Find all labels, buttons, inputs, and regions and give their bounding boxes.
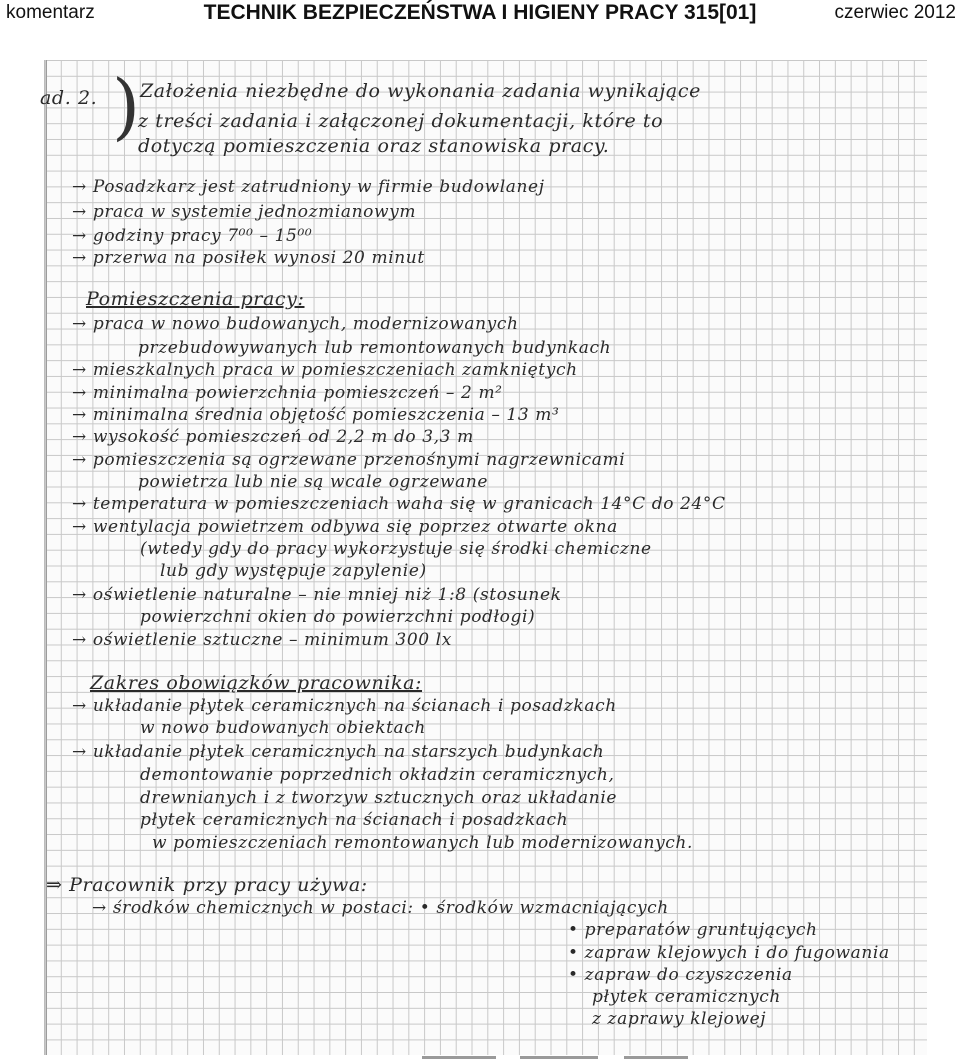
assumption-3: → godziny pracy 7⁰⁰ – 15⁰⁰ <box>72 226 313 246</box>
tools-item-4: • zapraw do czyszczenia <box>568 965 793 985</box>
workplace-item-5: → wysokość pomieszczeń od 2,2 m do 3,3 m <box>72 427 474 447</box>
workplace-item-6: → pomieszczenia są ogrzewane przenośnymi nagrzewnicami <box>72 450 626 470</box>
duty-item-3-cont-2: płytek ceramicznych na ścianach i posadzkach <box>140 810 569 830</box>
workplace-item-2: → mieszkalnych praca w pomieszczeniach zamkniętych <box>72 360 578 380</box>
tools-item-2: • preparatów gruntujących <box>568 920 818 940</box>
workplace-item-9: → oświetlenie naturalne – nie mniej niż 1:8 (stosunek <box>72 585 562 605</box>
sheet-margin-line <box>46 60 47 1055</box>
workplace-item-10: → oświetlenie sztuczne – minimum 300 lx <box>72 630 452 650</box>
workplace-item-9-cont: powierzchni okien do powierzchni podłogi) <box>140 607 536 627</box>
assumption-4: → przerwa na posiłek wynosi 20 minut <box>72 248 425 268</box>
workplace-item-1-cont: przebudowywanych lub remontowanych budynkach <box>138 338 612 358</box>
footer-divider-2 <box>520 1056 598 1059</box>
workplace-item-3: → minimalna powierzchnia pomieszczeń – 2 m² <box>72 383 503 403</box>
duty-item-3-cont-3: w pomieszczeniach remontowanych lub modernizowanych. <box>152 833 693 853</box>
workplace-item-8: → wentylacja powietrzem odbywa się poprzez otwarte okna <box>72 517 618 537</box>
footer-divider-1 <box>422 1056 496 1059</box>
tools-item-1: → środków chemicznych w postaci: • środków wzmacniających <box>92 898 669 918</box>
workplace-item-1: → praca w nowo budowanych, modernizowanych <box>72 314 519 334</box>
workplace-item-8-cont-2: lub gdy występuje zapylenie) <box>160 561 427 581</box>
header-left-label: komentarz <box>6 2 95 23</box>
page-header <box>0 0 960 30</box>
duty-item-3-cont-1: drewnianych i z tworzyw sztucznych oraz układanie <box>140 788 618 808</box>
assumption-1: → Posadzkarz jest zatrudniony w firmie budowlanej <box>72 177 545 197</box>
intro-line-2: z treści zadania i załączonej dokumentacji, które to <box>138 110 664 132</box>
curly-brace: ) <box>112 64 141 148</box>
header-title: TECHNIK BEZPIECZEŃSTWA I HIGIENY PRACY 315[01] <box>203 1 757 24</box>
workplace-item-4: → minimalna średnia objętość pomieszczenia – 13 m³ <box>72 405 560 425</box>
tools-heading: ⇒ Pracownik przy pracy używa: <box>46 874 368 896</box>
workplace-heading: Pomieszczenia pracy: <box>86 288 305 310</box>
duty-item-2: → układanie płytek ceramicznych na starszych budynkach <box>72 742 605 762</box>
duty-item-3: demontowanie poprzednich okładzin ceramicznych, <box>140 765 615 785</box>
intro-line-3: dotyczą pomieszczenia oraz stanowiska pracy. <box>138 135 610 157</box>
section-number: ad. 2. <box>40 87 98 109</box>
assumption-2: → praca w systemie jednozmianowym <box>72 202 417 222</box>
workplace-item-6-cont: powietrza lub nie są wcale ogrzewane <box>138 472 489 492</box>
workplace-item-7: → temperatura w pomieszczeniach waha się w granicach 14°C do 24°C <box>72 494 726 514</box>
header-date: czerwiec 2012 <box>834 2 956 23</box>
tools-item-4-cont-1: płytek ceramicznych <box>592 987 781 1007</box>
tools-item-4-cont-2: z zaprawy klejowej <box>592 1009 767 1029</box>
duty-item-1-cont: w nowo budowanych obiektach <box>140 718 426 738</box>
duty-item-1: → układanie płytek ceramicznych na ścianach i posadzkach <box>72 696 617 716</box>
intro-line-1: Założenia niezbędne do wykonania zadania wynikające <box>140 80 701 102</box>
duties-heading: Zakres obowiązków pracownika: <box>90 672 423 694</box>
workplace-item-8-cont-1: (wtedy gdy do pracy wykorzystuje się środki chemiczne <box>140 539 652 559</box>
tools-item-3: • zapraw klejowych i do fugowania <box>568 943 890 963</box>
footer-divider-3 <box>624 1056 688 1059</box>
